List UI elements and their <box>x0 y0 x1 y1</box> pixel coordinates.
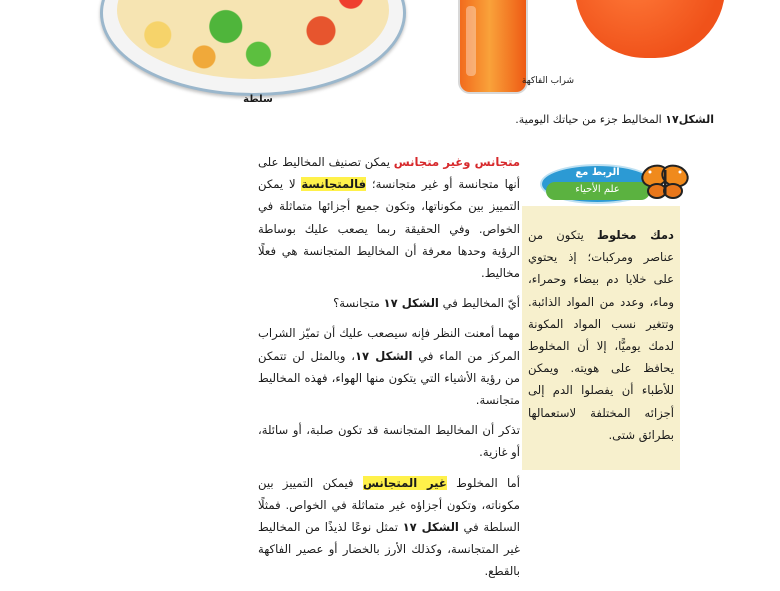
term-heterogeneous: غير المتجانس <box>362 475 447 490</box>
salad-image <box>100 0 406 96</box>
sidebar-body: يتكون من عناصر ومركبات؛ إذ يحتوي على خلايا دم بيضاء وحمراء، وماء، وعدد من المواد الذائبة. وتتغير نسب المواد المكونة لدمك يوميًّا، إلا أن المخلوط يحافظ على هويته. ويمكن للأطباء أن يفصلوا الدم إلى أجزائه المختلفة لاستعمالها بطرائق شتى. <box>528 228 674 442</box>
paragraph-reminder: تذكر أن المخاليط المتجانسة قد تكون صلبة، أو سائلة، أو غازية. <box>258 423 520 460</box>
figure-ref: الشكل ١٧ <box>402 520 459 535</box>
connection-tab <box>540 164 655 204</box>
orange-image <box>575 0 725 58</box>
tab-subject: علم الأحياء <box>575 184 620 195</box>
salad-label: سلطة <box>243 94 273 105</box>
term-homogeneous: فالمتجانسة <box>301 177 367 192</box>
main-text-column <box>258 151 520 591</box>
figure-number: الشكل١٧ <box>665 113 714 126</box>
paragraph-text: يمكن تصنيف المخاليط على أنها متجانسة أو غير متجانسة؛ <box>258 155 520 192</box>
butterfly-icon <box>640 162 690 202</box>
sidebar-text <box>528 224 674 446</box>
paragraph-text: لا يمكن التمييز بين مكوناتها، وتكون جميع أجزائها متماثلة في الخواص. وفي الحقيقة ربما يصعب عليك بوساطة الرؤية وحدها معرفة أن المخاليط المتجانسة هي فعلًا مخاليط. <box>258 177 520 281</box>
question-text: أيّ المخاليط في <box>438 296 520 311</box>
juice-label: شراب الفاكهة <box>521 76 575 86</box>
question-text: متجانسة؟ <box>333 296 384 311</box>
paragraph-intro <box>258 151 520 284</box>
paragraph-text: أما المخلوط <box>446 475 520 490</box>
section-heading: متجانس وغير متجانس <box>393 155 521 169</box>
paragraph-text: مهما أمعنت النظر فإنه سيصعب عليك أن تميّز الشراب المركز من الماء في <box>258 326 520 363</box>
sidebar-term: دمك مخلوط <box>596 228 674 242</box>
paragraph-text: فيمكن التمييز بين مكوناته، وتكون أجزاؤه غير متماثلة في الخواص. فمثلًا السلطة في <box>258 475 520 535</box>
paragraph-heterogeneous <box>258 472 520 583</box>
figure-ref: الشكل ١٧ <box>354 348 413 363</box>
figure-caption-text: المخاليط جزء من حياتك اليومية. <box>515 113 666 126</box>
question <box>258 292 520 314</box>
paragraph-text: تمثل نوعًا لذيذًا من المخاليط غير المتجانسة، وكذلك الأرز بالخضار أو عصير الفاكهة بالقطع. <box>258 520 520 579</box>
paragraph-text: ، وبالمثل لن تتمكن من رؤية الأشياء التي يتكون منها الهواء، فهذه المخاليط متجانسة. <box>258 348 520 408</box>
figure-ref: الشكل ١٧ <box>383 296 439 311</box>
tab-title: الربط مع <box>575 167 620 178</box>
figure-caption <box>414 113 714 126</box>
paragraph-answer <box>258 322 520 411</box>
